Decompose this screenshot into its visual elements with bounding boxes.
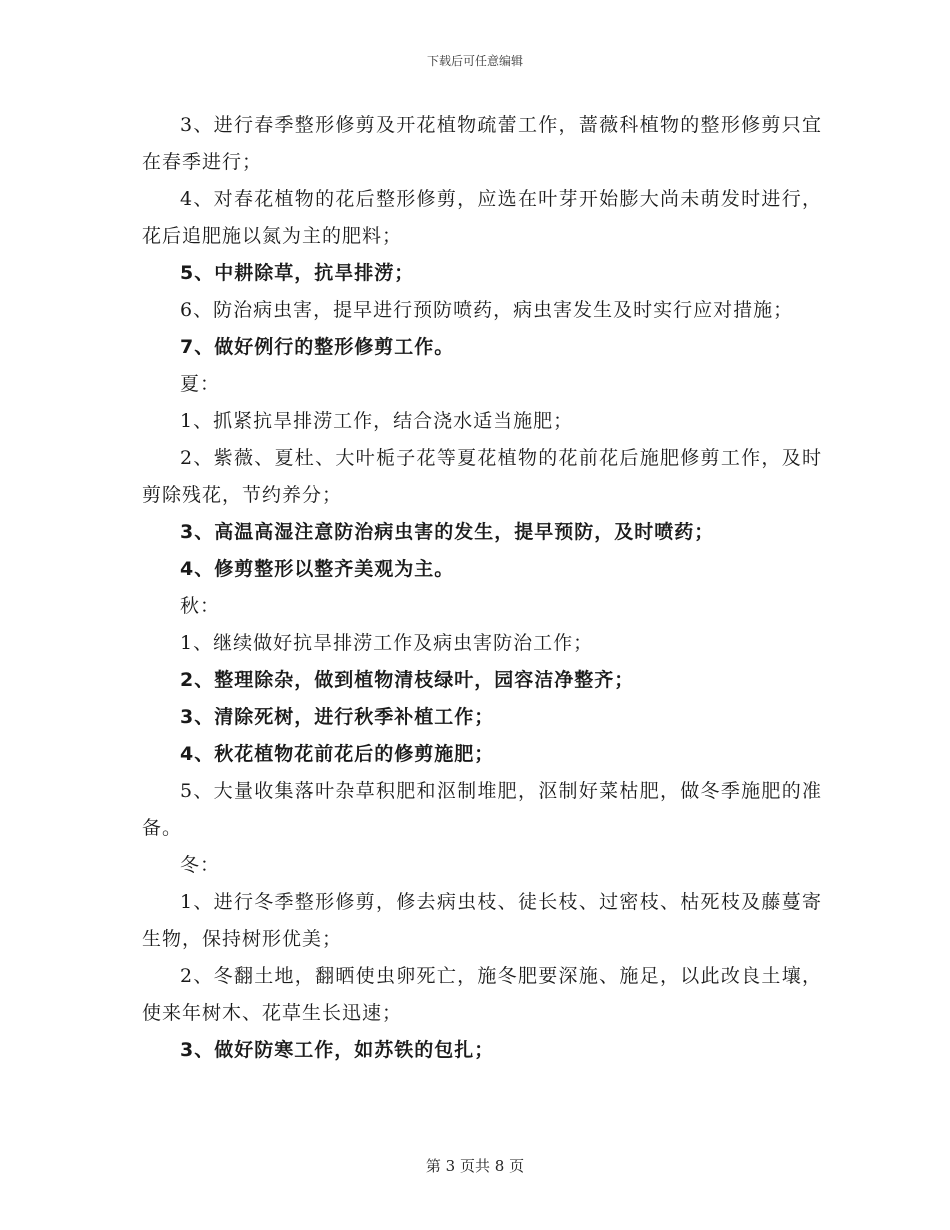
section-heading-winter: 冬： bbox=[180, 854, 221, 876]
page-header: 下载后可任意编辑 bbox=[426, 54, 523, 68]
paragraph: 6、防治病虫害，提早进行预防喷药，病虫害发生及时实行应对措施； bbox=[180, 299, 794, 321]
paragraph: 1、继续做好抗旱排涝工作及病虫害防治工作； bbox=[180, 632, 594, 654]
paragraph: 2、紫薇、夏杜、大叶栀子花等夏花植物的花前花后施肥修剪工作，及时剪除残花，节约养分； bbox=[142, 447, 822, 506]
paragraph: 3、做好防寒工作，如苏铁的包扎； bbox=[180, 1039, 495, 1061]
section-heading-autumn: 秋： bbox=[180, 595, 221, 617]
document-body bbox=[142, 107, 822, 1069]
paragraph: 2、整理除杂，做到植物清枝绿叶，园容洁净整齐； bbox=[180, 669, 635, 691]
paragraph: 2、冬翻土地，翻晒使虫卵死亡，施冬肥要深施、施足，以此改良土壤，使来年树木、花草生长迅速； bbox=[142, 965, 822, 1024]
section-heading-summer: 夏： bbox=[180, 373, 221, 395]
paragraph: 7、做好例行的整形修剪工作。 bbox=[180, 336, 455, 358]
paragraph: 1、进行冬季整形修剪，修去病虫枝、徒长枝、过密枝、枯死枝及藤蔓寄生物，保持树形优美； bbox=[142, 891, 822, 950]
paragraph: 3、进行春季整形修剪及开花植物疏蕾工作，蔷薇科植物的整形修剪只宜在春季进行； bbox=[142, 114, 822, 173]
paragraph: 4、修剪整形以整齐美观为主。 bbox=[180, 558, 455, 580]
paragraph: 5、中耕除草，抗旱排涝； bbox=[180, 262, 415, 284]
paragraph: 4、对春花植物的花后整形修剪，应选在叶芽开始膨大尚未萌发时进行，花后追肥施以氮为主的肥料； bbox=[142, 188, 822, 247]
paragraph: 4、秋花植物花前花后的修剪施肥； bbox=[180, 743, 495, 765]
paragraph: 1、抓紧抗旱排涝工作，结合浇水适当施肥； bbox=[180, 410, 574, 432]
page-footer: 第 3 页共 8 页 bbox=[425, 1157, 525, 1175]
paragraph: 3、清除死树，进行秋季补植工作； bbox=[180, 706, 495, 728]
paragraph: 3、高温高湿注意防治病虫害的发生，提早预防，及时喷药； bbox=[180, 521, 715, 543]
paragraph: 5、大量收集落叶杂草积肥和沤制堆肥，沤制好菜枯肥，做冬季施肥的准备。 bbox=[142, 780, 822, 839]
